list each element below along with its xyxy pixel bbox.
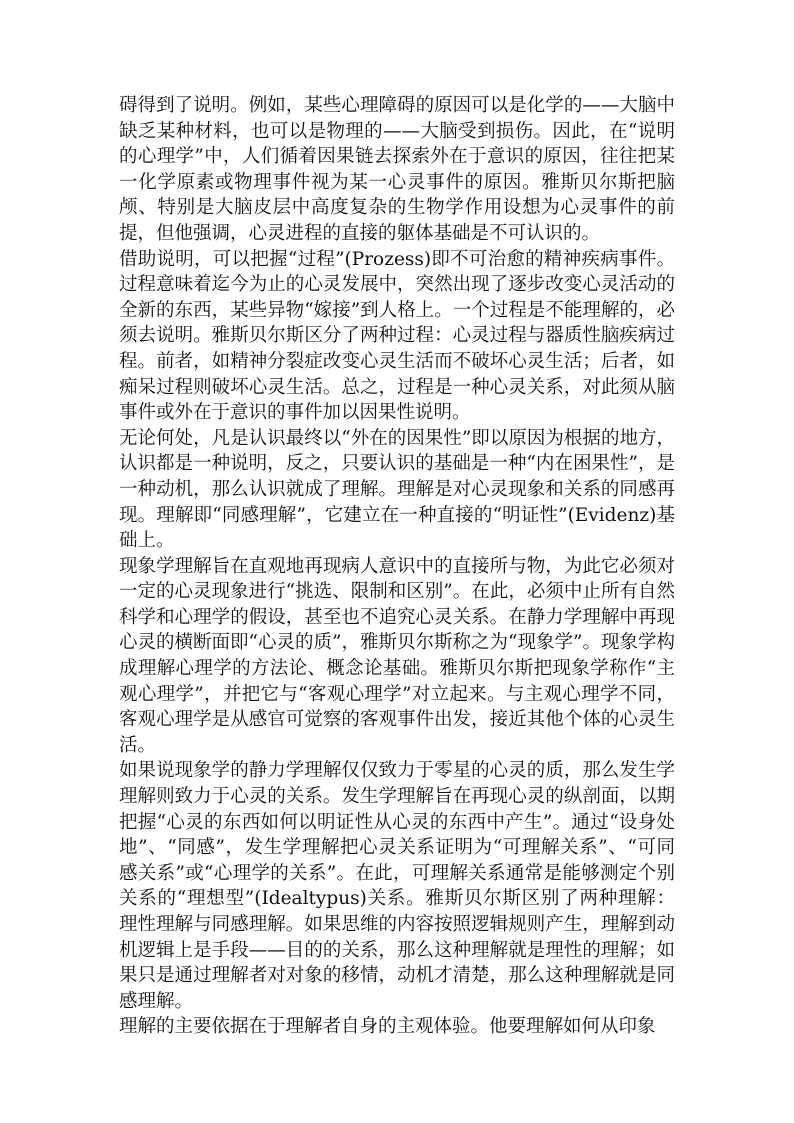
document-body bbox=[119, 93, 675, 1040]
paragraph-5: 如果说现象学的静力学理解仅仅致力于零星的心灵的质，那么发生学理解则致力于心灵的关系。发生学理解旨在再现心灵的纵剖面，以期把握“心灵的东西如何以明证性从心灵的东西中产生”。通过“设身处地”、“同感”，发生学理解把心灵关系证明为“可理解关系”、“可同感关系”或“心理学的关系”。在此，可理解关系通常是能够测定个别关系的“理想型”(Idealtypus)关系。雅斯贝尔斯区别了两种理解：理性理解与同感理解。如果思维的内容按照逻辑规则产生，理解到动机逻辑上是手段——目的的关系，那么这种理解就是理性的理解；如果只是通过理解者对对象的移情，动机才清楚，那么这种理解就是同感理解。 bbox=[119, 760, 675, 1012]
paragraph-3: 无论何处，凡是认识最终以“外在的因果性”即以原因为根据的地方，认识都是一种说明，反之，只要认识的基础是一种“内在困果性”，是一种动机，那么认识就成了理解。理解是对心灵现象和关系的同感再现。理解即“同感理解”，它建立在一种直接的“明证性”(Evidenz)基础上。 bbox=[119, 427, 675, 552]
paragraph-1: 碍得到了说明。例如，某些心理障碍的原因可以是化学的——大脑中缺乏某种材料，也可以是物理的——大脑受到损伤。因此，在“说明的心理学”中，人们循着因果链去探索外在于意识的原因，往往把某一化学原素或物理事件视为某一心灵事件的原因。雅斯贝尔斯把脑颅、特别是大脑皮层中高度复杂的生物学作用设想为心灵事件的前提，但他强调，心灵进程的直接的躯体基础是不可认识的。 bbox=[119, 95, 675, 244]
paragraph-2: 借助说明，可以把握“过程”(Prozess)即不可治愈的精神疾病事件。过程意味着迄今为止的心灵发展中，突然出现了逐步改变心灵活动的全新的东西，某些异物“嫁接”到人格上。一个过程是不能理解的，必须去说明。雅斯贝尔斯区分了两种过程：心灵过程与器质性脑疾病过程。前者，如精神分裂症改变心灵生活而不破坏心灵生活；后者，如痴呆过程则破坏心灵生活。总之，过程是一种心灵关系，对此须从脑事件或外在于意识的事件加以因果性说明。 bbox=[119, 248, 675, 424]
paragraph-6: 理解的主要依据在于理解者自身的主观体验。他要理解如何从印象 bbox=[119, 1016, 656, 1038]
paragraph-4: 现象学理解旨在直观地再现病人意识中的直接所与物，为此它必须对一定的心灵现象进行“挑选、限制和区别”。在此，必须中止所有自然科学和心理学的假设，甚至也不追究心灵关系。在静力学理解中再现心灵的横断面即“心灵的质”，雅斯贝尔斯称之为“现象学”。现象学构成理解心理学的方法论、概念论基础。雅斯贝尔斯把现象学称作“主观心理学”，并把它与“客观心理学”对立起来。与主观心理学不同，客观心理学是从感官可觉察的客观事件出发，接近其他个体的心灵生活。 bbox=[119, 555, 675, 756]
